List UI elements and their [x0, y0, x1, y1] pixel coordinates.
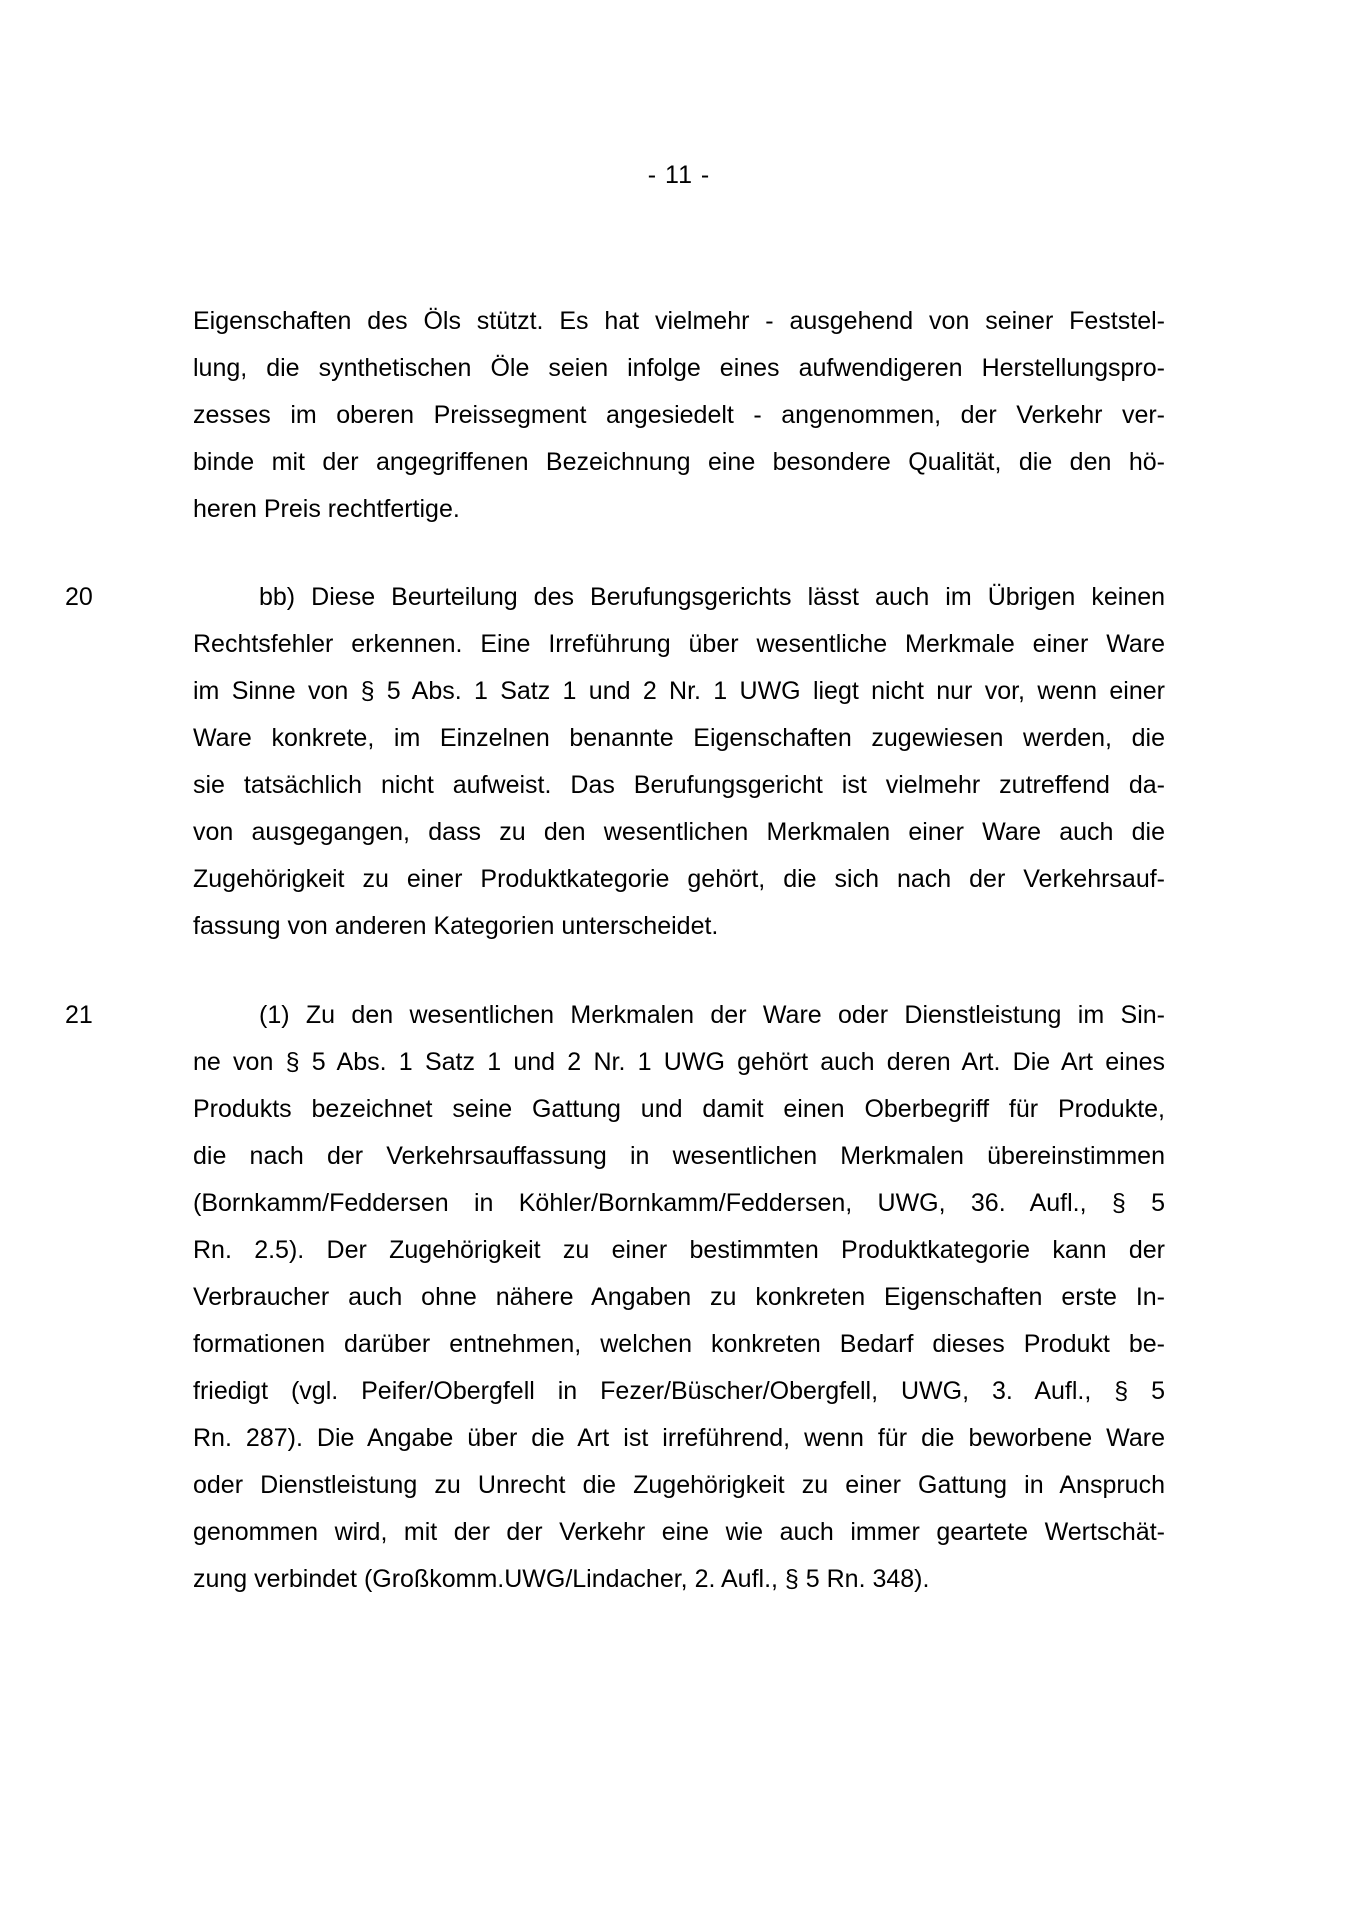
text-line: friedigt (vgl. Peifer/Obergfell in Fezer/Büscher/Obergfell, UWG, 3. Aufl., § 5 — [193, 1377, 1165, 1405]
text-line: zesses im oberen Preissegment angesiedelt - angenommen, der Verkehr ver- — [193, 401, 1165, 429]
text-line: von ausgegangen, dass zu den wesentlichen Merkmalen einer Ware auch die — [193, 818, 1165, 846]
text-line: binde mit der angegriffenen Bezeichnung eine besondere Qualität, die den hö- — [193, 448, 1165, 476]
text-line: (Bornkamm/Feddersen in Köhler/Bornkamm/Feddersen, UWG, 36. Aufl., § 5 — [193, 1189, 1165, 1217]
text-line: heren Preis rechtfertige. — [193, 495, 460, 523]
text-line: zung verbindet (Großkomm.UWG/Lindacher, 2. Aufl., § 5 Rn. 348). — [193, 1565, 930, 1593]
page-number: - 11 - — [647, 161, 711, 189]
text-line: lung, die synthetischen Öle seien infolge eines aufwendigeren Herstellungspro- — [193, 354, 1165, 382]
text-line: Verbraucher auch ohne nähere Angaben zu konkreten Eigenschaften erste In- — [193, 1283, 1165, 1311]
text-line: Zugehörigkeit zu einer Produktkategorie gehört, die sich nach der Verkehrsauf- — [193, 865, 1165, 893]
text-line: formationen darüber entnehmen, welchen konkreten Bedarf dieses Produkt be- — [193, 1330, 1165, 1358]
text-line: oder Dienstleistung zu Unrecht die Zugehörigkeit zu einer Gattung in Anspruch — [193, 1471, 1165, 1499]
text-line: sie tatsächlich nicht aufweist. Das Berufungsgericht ist vielmehr zutreffend da- — [193, 771, 1165, 799]
text-line: genommen wird, mit der der Verkehr eine wie auch immer geartete Wertschät- — [193, 1518, 1165, 1546]
text-line: die nach der Verkehrsauffassung in wesentlichen Merkmalen übereinstimmen — [193, 1142, 1165, 1170]
margin-number: 21 — [65, 1001, 93, 1029]
text-line: Rechtsfehler erkennen. Eine Irreführung über wesentliche Merkmale einer Ware — [193, 630, 1165, 658]
text-line: Produkts bezeichnet seine Gattung und damit einen Oberbegriff für Produkte, — [193, 1095, 1165, 1123]
text-line: (1) Zu den wesentlichen Merkmalen der Ware oder Dienstleistung im Sin- — [259, 1001, 1165, 1029]
text-line: Rn. 2.5). Der Zugehörigkeit zu einer bestimmten Produktkategorie kann der — [193, 1236, 1165, 1264]
paragraph-21 — [65, 992, 1165, 1603]
margin-number: 20 — [65, 583, 93, 611]
paragraph-continuation — [193, 298, 1165, 533]
text-line: fassung von anderen Kategorien unterscheidet. — [193, 912, 719, 940]
paragraph-lines — [193, 992, 1165, 1603]
text-line: Rn. 287). Die Angabe über die Art ist irreführend, wenn für die beworbene Ware — [193, 1424, 1165, 1452]
paragraph-lines — [193, 298, 1165, 533]
text-line: Eigenschaften des Öls stützt. Es hat vielmehr - ausgehend von seiner Feststel- — [193, 307, 1165, 335]
text-line: Ware konkrete, im Einzelnen benannte Eigenschaften zugewiesen werden, die — [193, 724, 1165, 752]
text-line: im Sinne von § 5 Abs. 1 Satz 1 und 2 Nr. 1 UWG liegt nicht nur vor, wenn einer — [193, 677, 1165, 705]
paragraph-20 — [65, 574, 1165, 950]
text-line: bb) Diese Beurteilung des Berufungsgerichts lässt auch im Übrigen keinen — [259, 583, 1165, 611]
paragraph-lines — [193, 574, 1165, 950]
text-line: ne von § 5 Abs. 1 Satz 1 und 2 Nr. 1 UWG gehört auch deren Art. Die Art eines — [193, 1048, 1165, 1076]
